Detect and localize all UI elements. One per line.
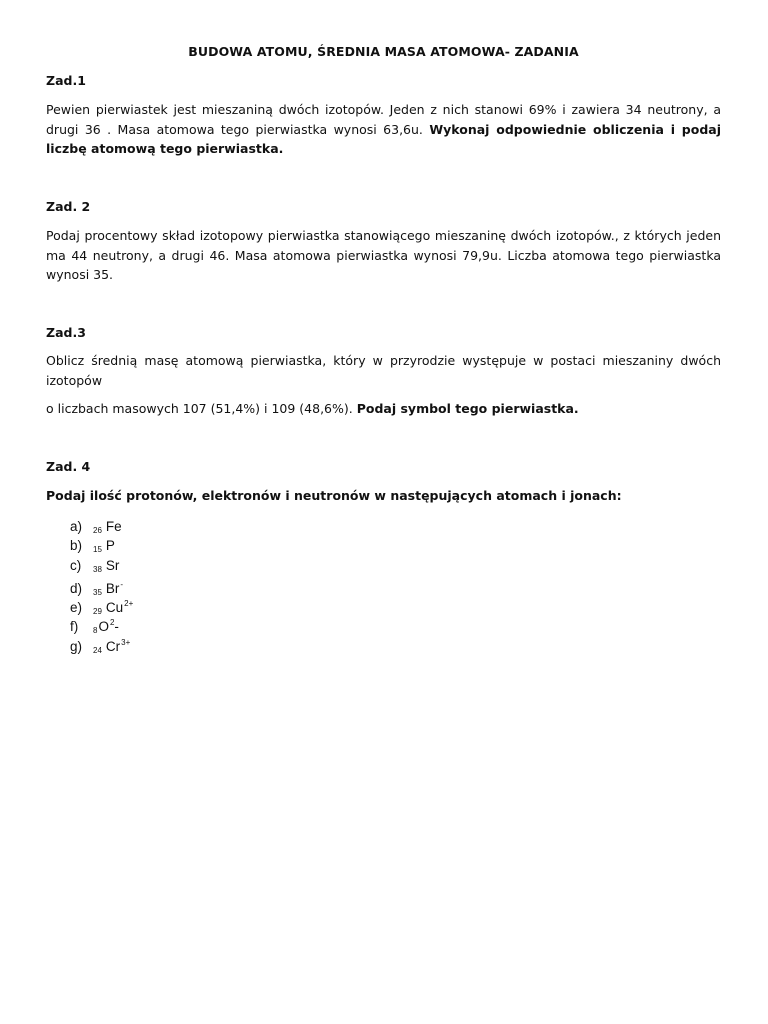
ion-charge: 2+ <box>124 599 134 609</box>
list-marker: d) <box>70 580 83 596</box>
element-symbol: Cu <box>105 600 124 616</box>
ion-charge-suffix: - <box>114 619 119 635</box>
task-1-instruction: Wykonaj odpowiednie obliczenia i podaj liczbę atomową tego pierwiastka. <box>46 121 721 156</box>
list-item <box>70 556 133 575</box>
ion-charge: 3+ <box>121 637 131 647</box>
task-1-body: Pewien pierwiastek jest mieszaniną dwóch izotopów. Jeden z nich stanowi 69% i zawiera 34 neutrony, a drugi 36 . Masa atomowa tego pierwiastka wynosi 63,6u. <box>46 102 721 137</box>
ion-charge: - <box>120 579 124 589</box>
task-3-instruction: Podaj symbol tego pierwiastka. <box>356 401 579 416</box>
list-item <box>70 633 133 655</box>
task-4-instruction: Podaj ilość protonów, elektronów i neutronów w następujących atomach i jonach: <box>46 488 622 503</box>
task-2-text: Podaj procentowy skład izotopowy pierwiastka stanowiącego mieszaninę dwóch izotopów., z których jeden ma 44 neutrony, a drugi 46. Masa atomowa pierwiastka wynosi 79,9u. Liczba atomowa tego pierwiastka wynosi 35. <box>46 228 721 282</box>
list-marker: c) <box>70 557 82 573</box>
element-symbol: Sr <box>105 557 120 573</box>
atomic-number: 15 <box>93 545 102 555</box>
atomic-number: 24 <box>93 645 102 655</box>
element-symbol: Fe <box>105 519 122 534</box>
list-marker: f) <box>70 619 79 635</box>
atomic-number: 38 <box>93 564 102 574</box>
atomic-number: 35 <box>93 587 102 597</box>
document-title: BUDOWA ATOMU, ŚREDNIA MASA ATOMOWA- ZADANIA <box>188 44 579 59</box>
list-item <box>70 536 133 555</box>
task-3-body-2: o liczbach masowych 107 (51,4%) i 109 (48,6%). <box>46 401 357 416</box>
task-2-heading: Zad. 2 <box>46 199 91 214</box>
element-symbol: O <box>98 619 109 635</box>
atomic-number: 26 <box>93 526 102 535</box>
task-3-text: Oblicz średnią masę atomową pierwiastka, który w przyrodzie występuje w postaci mieszaniny dwóch izotopów <box>46 353 721 388</box>
element-symbol: Cr <box>105 638 121 654</box>
task-3-heading: Zad.3 <box>46 325 86 340</box>
task-1-text <box>46 100 721 159</box>
atomic-number: 8 <box>93 626 98 636</box>
list-marker: a) <box>70 519 83 534</box>
document-page <box>46 0 721 1024</box>
list-item <box>70 517 133 536</box>
element-symbol: P <box>105 538 115 554</box>
element-symbol: Br <box>105 580 120 596</box>
task-3-text-2 <box>46 399 721 419</box>
task-1-heading: Zad.1 <box>46 73 86 88</box>
list-marker: b) <box>70 538 83 554</box>
list-item <box>70 594 134 617</box>
ion-charge: 2 <box>109 618 115 628</box>
task-4-heading: Zad. 4 <box>46 459 91 474</box>
list-item <box>70 613 133 636</box>
list-marker: g) <box>70 638 83 654</box>
list-item <box>70 575 133 597</box>
task-4-list <box>70 517 134 655</box>
atomic-number: 29 <box>93 607 102 617</box>
list-marker: e) <box>70 600 83 616</box>
